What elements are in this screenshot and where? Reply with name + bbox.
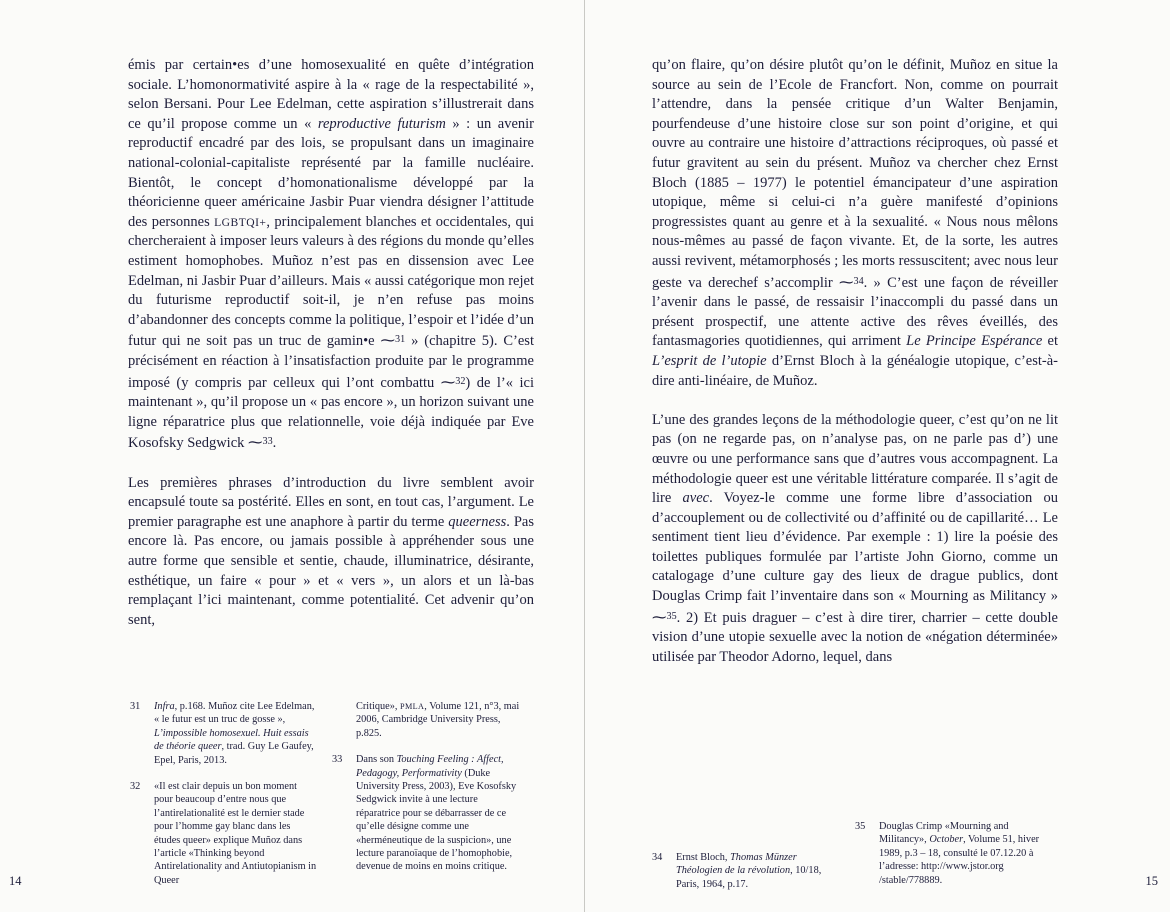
footnote-number: 35 xyxy=(855,821,866,832)
left-footnote-column-1 xyxy=(130,700,318,887)
page-number-right: 15 xyxy=(1145,874,1158,888)
footnote-number: 34 xyxy=(652,852,663,863)
footnote-number: 32 xyxy=(130,781,141,793)
footnote-35 xyxy=(855,820,1043,887)
footnote-text: Critique», PMLA, Volume 121, n°3, mai 2006, Cambridge University Press, p.825. xyxy=(356,701,520,739)
footnote-text: Dans son Touching Feeling : Affect, Pedagogy, Performativity (Duke University Press, 2003), Eve Kosofsky Sedgwick invite à une lecture réparatrice pour se débarrasser de ce qu’elle désigne comme une «herméneutique de la suspicion», une lecture paranoïaque de l’homophobie, devenue de moins en moins critique. xyxy=(356,754,517,873)
footnote-number: 33 xyxy=(332,754,343,766)
right-body-text xyxy=(652,56,1058,667)
footnote-31 xyxy=(130,700,318,767)
body-paragraph: qu’on flaire, qu’on désire plutôt qu’on le définit, Muñoz en situe la source au sein de l’Ecole de Francfort. Non, comme on pourrait l’attendre, dans la pensée critique d’un Walter Benjamin, pourfendeuse d’une histoire close sur son point d’origine, et qui ouvre au contraire une histoire d’attractions réciproques, où passé et futur gravitent au sein du présent. Muñoz va chercher chez Ernst Bloch (1885 – 1977) le potentiel émancipateur d’une aspiration utopique, même si celui-ci n’a guère manifesté d’opinions progressistes quant au genre et à la sexualité. « Nous nous mêlons nous-mêmes au passé de façon vivante. Et, de la sorte, les autres aussi revivent, métamorphosés ; les morts ressuscitent; avec nous leur geste va derechef s’accomplir ⁓$^{34}$. » C’est une façon de réveiller l’avenir dans le passé, de ressaisir l’inaccompli du passé dans un présent prospectif, une attente active des rêves éveillés, des fantasmagories quotidiennes, qui arriment Le Principe Espérance et L’esprit de l’utopie d’Ernst Bloch à la généalogie utopique, c’est-à-dire anti-linéaire, de Muñoz. xyxy=(652,57,1058,389)
footnote-32-continuation xyxy=(332,700,520,740)
footnote-32 xyxy=(130,780,318,887)
footnote-number xyxy=(332,700,356,740)
footnote-text: Infra, p.168. Muñoz cite Lee Edelman, « le futur est un truc de gosse », L’impossible homosexuel. Huit essais de théorie queer, trad. Guy Le Gaufey, Epel, Paris, 2013. xyxy=(154,701,315,766)
page-gutter-divider xyxy=(584,0,585,912)
body-paragraph: Les premières phrases d’introduction du livre semblent avoir encapsulé toute sa postérité. Elles en sont, en tout cas, l’argument. Le premier paragraphe est une anaphore à partir du terme queerness. Pas encore là. Pas encore, ou jamais possible à appréhender sous une autre forme que sensible et sentie, chaude, illuminatrice, désirante, esthétique, un faire « pour » et « vers », un alors et un là-bas remplaçant l’ici maintenant, comme potentialité. Cet advenir qu’on sent, xyxy=(128,474,534,628)
footnote-text: Douglas Crimp «Mourning and Militancy», October, Volume 51, hiver 1989, p.3 – 18, consulté le 07.12.20 à l’adresse: http://www.jstor.org /stable/778889. xyxy=(879,821,1040,886)
footnote-34 xyxy=(652,851,840,891)
right-footnote-column-2 xyxy=(855,820,1043,887)
footnote-text: Ernst Bloch, Thomas Münzer Théologien de la révolution, 10/18, Paris, 1964, p.17. xyxy=(676,852,822,890)
body-paragraph: L’une des grandes leçons de la méthodologie queer, c’est qu’on ne lit pas (on ne regarde pas, on n’analyse pas, on ne parle pas d’) une œuvre ou une performance sans que d’autres vous accompagnent. La méthodologie queer est une véritable littérature comparée. Il s’agit de lire avec. Voyez-le comme une forme libre d’association ou d’accouplement ou de collectivité ou d’affinité ou de capillarité… Le sentiment tient lieu d’évidence. Par exemple : 1) lire la poésie des toilettes publiques formulée par l’artiste John Giorno, comme un catalogage d’une culture gay des lieux de drague publics, dont Douglas Crimp fait l’inventaire dans son « Mourning as Militancy » ⁓$^{35}$. 2) Et puis draguer – c’est à dire tirer, charrier – cette double vision d’une utopie sexuelle avec la notion de «négation déterminée» utilisée par Theodor Adorno, lequel, dans xyxy=(652,411,1058,665)
left-body-text xyxy=(128,56,534,630)
body-paragraph: émis par certain•es d’une homosexualité en quête d’intégration sociale. L’homonormativité aspire à la « rage de la respectabilité », selon Bersani. Pour Lee Edelman, cette aspiration s’illustrerait dans ce qu’il propose comme un « reproductive futurism » : un avenir reproductif encadré par des lois, se propulsant dans un imaginaire national-colonial-capitaliste représenté par la famille nucléaire. Bientôt, le concept d’homonationalisme développé par la théoricienne queer américaine Jasbir Puar viendra désigner l’attitude des personnes LGBTQI+, principalement blanches et occidentales, qui chercheraient à imposer leurs valeurs à des régions du monde qu’elles estiment homophobes. Muñoz n’est pas en dissension avec Lee Edelman, ni Jasbir Puar d’ailleurs. Mais « aussi catégorique mon rejet du futurisme reproductif soit-il, je n’en refuse pas moins d’abandonner des concepts comme la politique, l’espoir et l’idée d’un futur qui ne soit pas un truc de gamin•e ⁓$^{31}$ » (chapitre 5). C’est précisément en réaction à l’insatisfaction produite par le programme imposé (y compris par celleux qui l’ont combattu ⁓$^{32}$) de l’« ici maintenant », qu’il propose un « pas encore », un horizon suivant une ligne réparatrice plus que relationnelle, voie déjà indiquée par Eve Kosofsky Sedgwick ⁓$^{33}$. xyxy=(128,57,534,452)
footnote-33 xyxy=(332,753,520,874)
left-footnote-column-2 xyxy=(332,700,520,874)
footnote-number: 31 xyxy=(130,701,141,712)
footnote-text: «Il est clair depuis un bon moment pour beaucoup d’entre nous que l’antirelationalité est le dernier stade pour l’homme gay blanc dans les études queer» explique Muñoz dans l’article «Thinking beyond Antirelationality and Antiutopianism in Queer xyxy=(154,781,317,886)
page-number-left: 14 xyxy=(9,874,22,888)
right-footnote-column-1 xyxy=(652,851,840,891)
